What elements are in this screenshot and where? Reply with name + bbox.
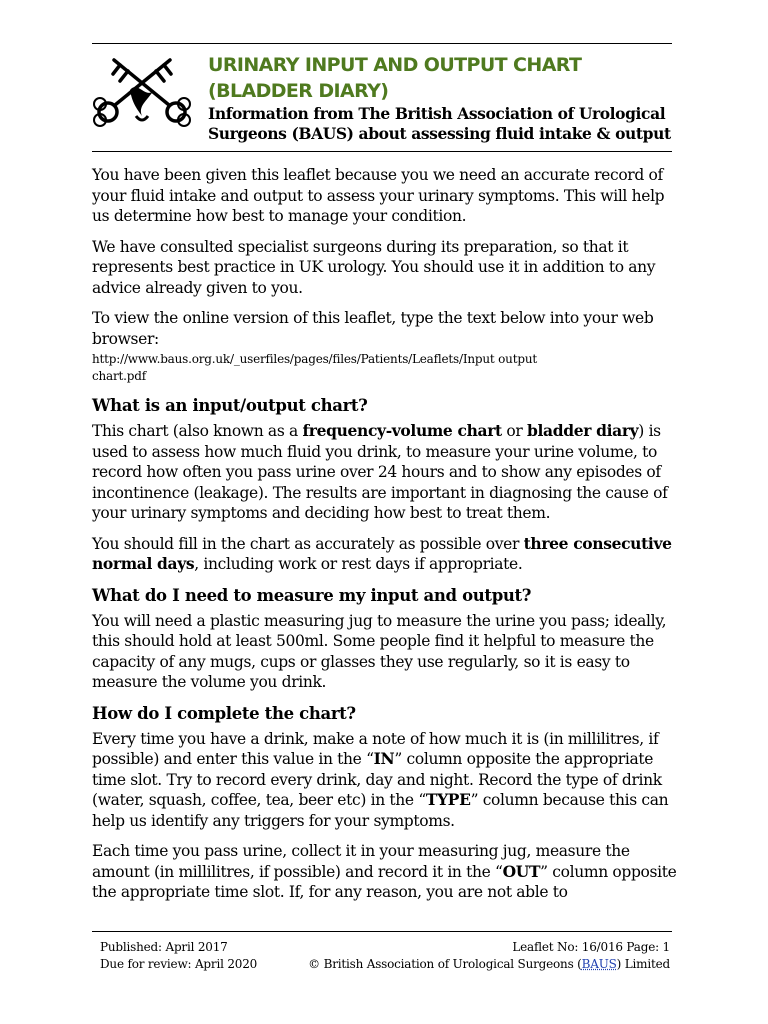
footer-review-date: Due for review: April 2020 xyxy=(100,957,258,971)
heading-what-is-chart: What is an input/output chart? xyxy=(92,396,368,415)
footer-rule xyxy=(92,931,672,932)
url-line1[interactable]: http://www.baus.org.uk/_userfiles/pages/files/Patients/Leaflets/Input output xyxy=(92,352,537,366)
footer-published: Published: April 2017 xyxy=(100,940,228,954)
measuring-jug-paragraph: You will need a plastic measuring jug to measure the urine you pass; ideally, this should hold at least 500ml. Some people find it helpful to measure the capacity of any mugs, cups or glasses they use regularly, so it is easy to measure the volume you drink. xyxy=(92,611,667,691)
intro-paragraph: You have been given this leaflet because you we need an accurate record of your fluid intake and output to assess your urinary symptoms. This will help us determine how best to manage your condition. xyxy=(92,166,665,225)
leaflet-url[interactable] xyxy=(92,351,682,385)
fill-in-paragraph: You should fill in the chart as accurately as possible over three consecutive normal days, including work or rest days if appropriate. xyxy=(92,533,672,573)
crossed-keys-logo-icon xyxy=(86,50,198,132)
urine-record-paragraph: Each time you pass urine, collect it in your measuring jug, measure the amount (in millilitres, if possible) and record it in the “OUT” column opposite the appropriate time slot. If, for any reason, you are not able to xyxy=(92,842,677,901)
footer-copyright: © British Association of Urological Surgeons (BAUS) Limited xyxy=(308,957,670,971)
page-title-line1: URINARY INPUT AND OUTPUT CHART xyxy=(208,54,582,76)
chart-description-paragraph: This chart (also known as a frequency-volume chart or bladder diary) is used to assess how much fluid you drink, to measure your urine volume, to record how often you pass urine over 24 hours and to show any episodes of incontinence (leakage). The results are important in diagnosing the cause of your urinary symptoms and deciding how best to treat them. xyxy=(92,421,668,522)
drink-record-paragraph: Every time you have a drink, make a note of how much it is (in millilitres, if possible) and enter this value in the “IN” column opposite the appropriate time slot. Try to record every drink, day and night. Record the type of drink (water, squash, coffee, tea, beer etc) in the “TYPE” column because this can help us identify any triggers for your symptoms. xyxy=(92,729,669,830)
header-top-rule xyxy=(92,43,672,44)
baus-link[interactable]: BAUS xyxy=(581,957,617,971)
subtitle-line1: Information from The British Association of Urological xyxy=(208,104,666,123)
heading-how-to-complete: How do I complete the chart? xyxy=(92,703,356,723)
page-title-line2: (BLADDER DIARY) xyxy=(208,80,389,102)
heading-what-to-measure: What do I need to measure my input and output? xyxy=(92,585,532,605)
leaflet-body xyxy=(92,165,682,913)
header-bottom-rule xyxy=(92,151,672,152)
subtitle-line2: Surgeons (BAUS) about assessing fluid intake & output xyxy=(208,124,671,143)
online-version-paragraph: To view the online version of this leaflet, type the text below into your web browser: xyxy=(92,309,654,348)
footer-leaflet-number: Leaflet No: 16/016 Page: 1 xyxy=(512,940,670,954)
url-line2[interactable]: chart.pdf xyxy=(92,369,146,383)
consulted-paragraph: We have consulted specialist surgeons during its preparation, so that it represents best practice in UK urology. You should use it in addition to any advice already given to you. xyxy=(92,237,656,297)
